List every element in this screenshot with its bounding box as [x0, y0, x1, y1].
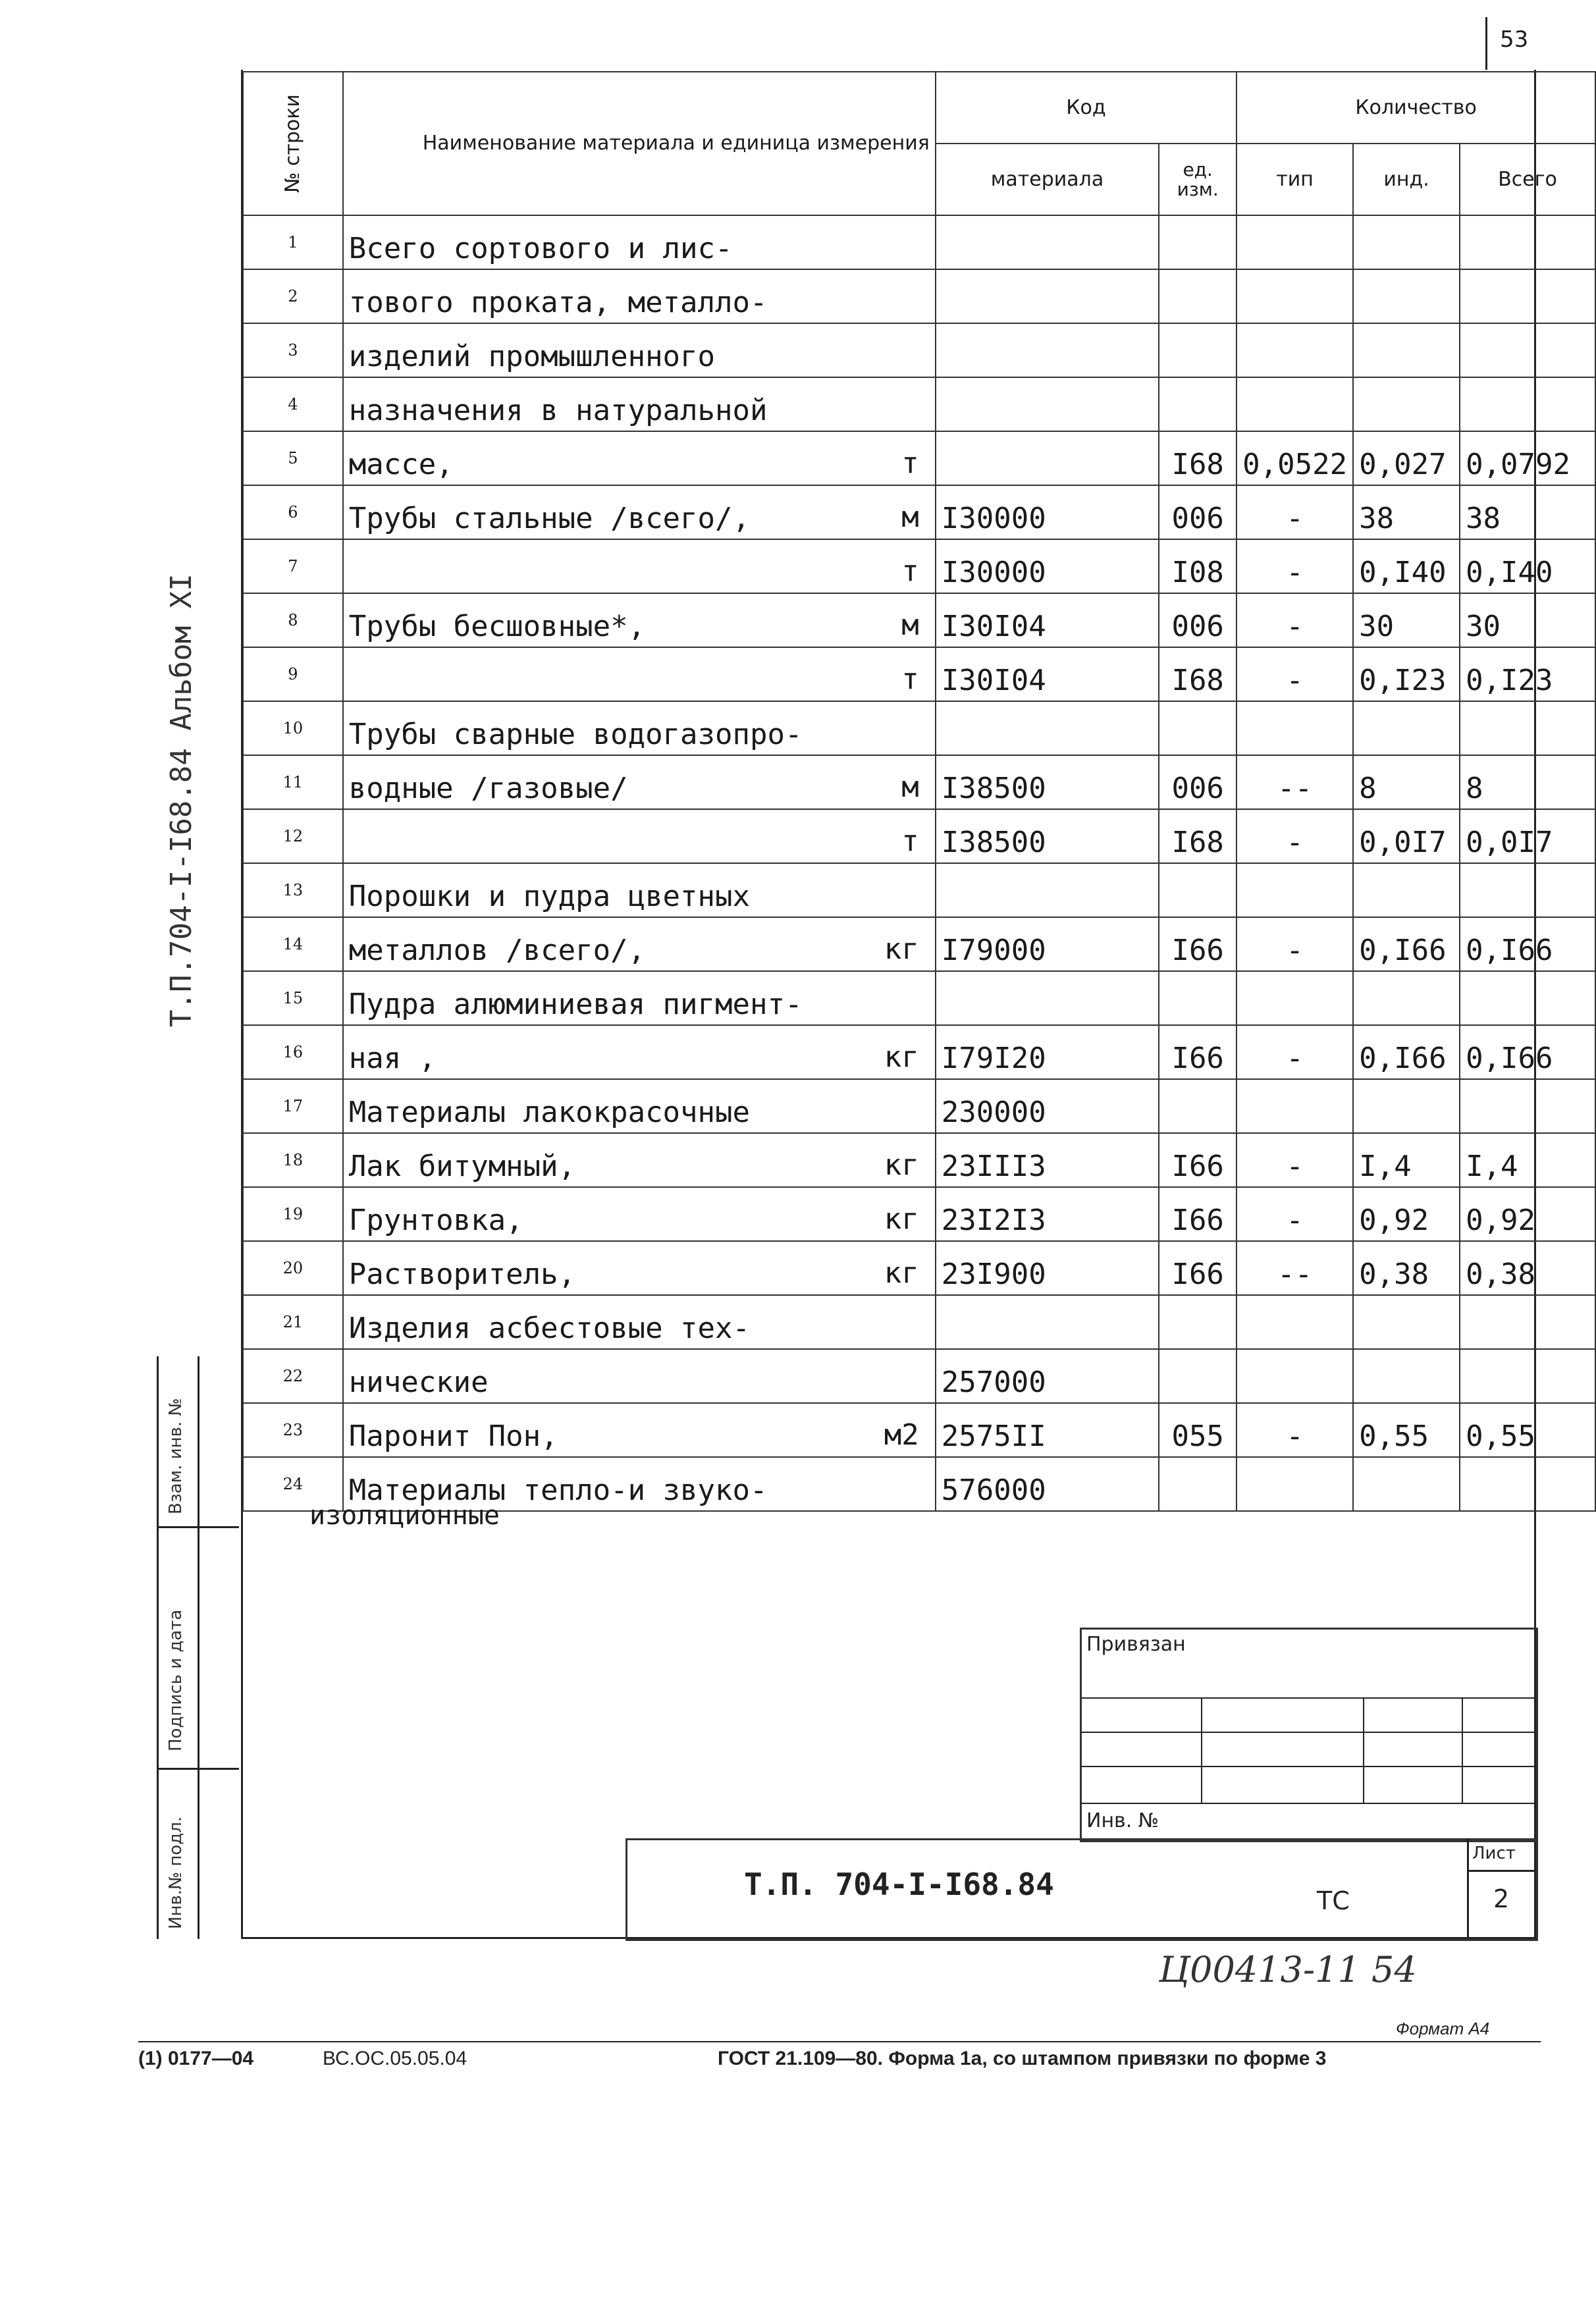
- cell-typ: -: [1237, 1187, 1353, 1241]
- material-name-text: Трубы стальные /всего/,: [348, 502, 751, 535]
- material-name-text: Трубы сварные водогазопро-: [348, 718, 803, 751]
- cell-ind: [1353, 863, 1460, 917]
- material-name-cell: [343, 1403, 936, 1457]
- cell-total: [1460, 323, 1595, 377]
- material-name-text: водные /газовые/: [348, 772, 628, 805]
- table-row: [243, 323, 1595, 377]
- row-number-cell: 12: [243, 809, 343, 863]
- footer-left-code: (1) 0177—04: [138, 2048, 254, 2069]
- material-name-cell: [343, 1079, 936, 1133]
- cell-ind: [1353, 323, 1460, 377]
- cell-typ: -: [1237, 539, 1353, 593]
- cell-ed: I66: [1159, 1025, 1237, 1079]
- table-row: [243, 1025, 1595, 1079]
- cell-ed: [1159, 863, 1237, 917]
- material-name-cell: [343, 863, 936, 917]
- cell-ind: 0,I66: [1353, 1025, 1460, 1079]
- code-group-header: Код: [936, 72, 1237, 144]
- material-name-text: Лак битумный,: [348, 1150, 576, 1183]
- cell-ind: 0,38: [1353, 1241, 1460, 1295]
- cell-typ: [1237, 701, 1353, 755]
- qty-ind-header: инд.: [1353, 144, 1460, 215]
- cell-code: 230000: [936, 1079, 1159, 1133]
- cell-typ: [1237, 863, 1353, 917]
- material-unit-text: т: [901, 446, 919, 480]
- cell-ed: I66: [1159, 1133, 1237, 1187]
- cell-ed: [1159, 971, 1237, 1025]
- cell-code: [936, 269, 1159, 323]
- row-number-cell: 8: [243, 593, 343, 647]
- overflow-name-text: изоляционные: [309, 1501, 500, 1531]
- cell-ind: [1353, 269, 1460, 323]
- privyazan-col-1: [1201, 1699, 1202, 1804]
- materials-table-body: [243, 215, 1595, 1511]
- material-name-cell: [343, 323, 936, 377]
- material-name-cell: [343, 593, 936, 647]
- unit-code-header: ед. изм.: [1159, 144, 1237, 215]
- cell-total: 0,0792: [1460, 431, 1595, 485]
- cell-ind: 8: [1353, 755, 1460, 809]
- table-row: [243, 1133, 1595, 1187]
- row-number-cell: 11: [243, 755, 343, 809]
- cell-typ: --: [1237, 755, 1353, 809]
- cell-ed: [1159, 215, 1237, 269]
- binding-strip-inner: [198, 1356, 200, 1939]
- cell-total: 0,55: [1460, 1403, 1595, 1457]
- material-name-cell: [343, 1349, 936, 1403]
- cell-ed: I68: [1159, 647, 1237, 701]
- cell-total: [1460, 269, 1595, 323]
- row-number-cell: 2: [243, 269, 343, 323]
- material-name-text: Трубы бесшовные*,: [348, 610, 646, 643]
- cell-code: [936, 323, 1159, 377]
- inv-no-label: Инв. №: [1086, 1809, 1159, 1832]
- material-name-cell: [343, 1025, 936, 1079]
- row-number-cell: 13: [243, 863, 343, 917]
- row-number-cell: 22: [243, 1349, 343, 1403]
- cell-typ: -: [1237, 917, 1353, 971]
- cell-ed: 006: [1159, 593, 1237, 647]
- material-name-text: массе,: [348, 448, 454, 481]
- cell-code: 23III3: [936, 1133, 1159, 1187]
- cell-code: I38500: [936, 809, 1159, 863]
- cell-ind: 0,I23: [1353, 647, 1460, 701]
- material-name-cell: [343, 1241, 936, 1295]
- cell-code: I38500: [936, 755, 1159, 809]
- binding-strip-divider-2: [157, 1768, 239, 1770]
- cell-ed: [1159, 269, 1237, 323]
- cell-code: 23I2I3: [936, 1187, 1159, 1241]
- cell-total: I,4: [1460, 1133, 1595, 1187]
- row-number-cell: 6: [243, 485, 343, 539]
- cell-ind: [1353, 215, 1460, 269]
- material-name-text: назначения в натуральной: [348, 394, 768, 427]
- cell-typ: -: [1237, 1403, 1353, 1457]
- cell-code: I30I04: [936, 593, 1159, 647]
- row-number-cell: 4: [243, 377, 343, 431]
- material-name-text: Всего сортового и лис-: [348, 232, 733, 265]
- privyazan-line-2: [1081, 1732, 1534, 1733]
- cell-total: 0,I23: [1460, 647, 1595, 701]
- material-name-text: тового проката, металло-: [348, 286, 768, 319]
- row-number-cell: 9: [243, 647, 343, 701]
- privyazan-line-3: [1081, 1766, 1534, 1767]
- album-side-title: Т.П.704-I-I68.84 Альбом XI: [165, 573, 198, 1027]
- material-code-header: материала: [936, 144, 1159, 215]
- cell-code: [936, 377, 1159, 431]
- row-number-cell: 1: [243, 215, 343, 269]
- sheet-number: 2: [1493, 1884, 1510, 1913]
- cell-total: 0,I40: [1460, 539, 1595, 593]
- material-name-text: Паронит Пон,: [348, 1420, 558, 1453]
- cell-total: 0,92: [1460, 1187, 1595, 1241]
- footer-rule: [138, 2041, 1541, 2042]
- material-unit-text: м2: [884, 1418, 919, 1452]
- cell-typ: [1237, 1349, 1353, 1403]
- material-unit-text: т: [901, 824, 919, 858]
- row-number-cell: 10: [243, 701, 343, 755]
- row-number-cell: 7: [243, 539, 343, 593]
- cell-code: [936, 863, 1159, 917]
- cell-ind: [1353, 1457, 1460, 1511]
- table-row: [243, 971, 1595, 1025]
- qty-group-header: Количество: [1237, 72, 1595, 144]
- cell-ind: 0,55: [1353, 1403, 1460, 1457]
- cell-ind: [1353, 1349, 1460, 1403]
- cell-ed: [1159, 701, 1237, 755]
- cell-ed: 055: [1159, 1403, 1237, 1457]
- side-label-vzam: Взам. инв. №: [166, 1398, 186, 1514]
- cell-ind: 38: [1353, 485, 1460, 539]
- table-row: [243, 1187, 1595, 1241]
- material-unit-text: кг: [884, 932, 919, 966]
- material-name-text: Материалы тепло-и звуко-: [348, 1474, 768, 1507]
- table-row: [243, 539, 1595, 593]
- material-name-cell: [343, 215, 936, 269]
- handwritten-note: Ц00413-11 54: [1159, 1949, 1417, 1990]
- cell-ed: I66: [1159, 917, 1237, 971]
- privyazan-col-3: [1462, 1699, 1463, 1804]
- table-row: [243, 1295, 1595, 1349]
- row-number-cell: 19: [243, 1187, 343, 1241]
- qty-typ-header: тип: [1237, 144, 1353, 215]
- material-name-text: Порошки и пудра цветных: [348, 880, 751, 913]
- cell-total: [1460, 1349, 1595, 1403]
- cell-ind: 0,I40: [1353, 539, 1460, 593]
- title-block-sheet-line: [1468, 1870, 1534, 1872]
- table-row: [243, 1349, 1595, 1403]
- material-name-text: металлов /всего/,: [348, 934, 646, 967]
- cell-total: 30: [1460, 593, 1595, 647]
- material-name-cell: [343, 377, 936, 431]
- material-unit-text: т: [901, 554, 919, 588]
- cell-typ: [1237, 1457, 1353, 1511]
- table-row: [243, 755, 1595, 809]
- table-row: [243, 863, 1595, 917]
- material-name-text: нические: [348, 1366, 489, 1399]
- cell-ind: [1353, 971, 1460, 1025]
- materials-table: [242, 71, 1596, 1512]
- side-label-inv-podl: Инв.№ подл.: [166, 1816, 186, 1929]
- table-row: [243, 1241, 1595, 1295]
- material-name-text: ная ,: [348, 1042, 437, 1075]
- row-number-cell: 16: [243, 1025, 343, 1079]
- cell-ind: 30: [1353, 593, 1460, 647]
- row-number-cell: 5: [243, 431, 343, 485]
- name-header: [343, 72, 936, 215]
- cell-ed: [1159, 1295, 1237, 1349]
- cell-total: [1460, 863, 1595, 917]
- cell-code: I79I20: [936, 1025, 1159, 1079]
- privyazan-col-2: [1363, 1699, 1364, 1804]
- cell-total: 38: [1460, 485, 1595, 539]
- cell-typ: [1237, 323, 1353, 377]
- row-number-cell: 23: [243, 1403, 343, 1457]
- row-number-cell: 20: [243, 1241, 343, 1295]
- binding-strip-divider-1: [157, 1526, 239, 1528]
- cell-ed: [1159, 323, 1237, 377]
- cell-typ: [1237, 215, 1353, 269]
- sheet-label: Лист: [1472, 1844, 1516, 1863]
- row-number-header-text: № строки: [280, 94, 304, 193]
- material-name-cell: [343, 431, 936, 485]
- privyazan-line-1: [1081, 1697, 1534, 1699]
- row-number-cell: 17: [243, 1079, 343, 1133]
- cell-ed: I08: [1159, 539, 1237, 593]
- material-name-text: Растворитель,: [348, 1258, 576, 1291]
- material-name-text: изделий промышленного: [348, 340, 716, 373]
- material-unit-text: кг: [884, 1202, 919, 1236]
- cell-code: [936, 431, 1159, 485]
- cell-total: [1460, 1295, 1595, 1349]
- row-number-cell: 3: [243, 323, 343, 377]
- cell-ed: [1159, 377, 1237, 431]
- material-unit-text: м: [901, 608, 919, 642]
- cell-code: 23I900: [936, 1241, 1159, 1295]
- cell-total: [1460, 701, 1595, 755]
- row-number-cell: 24: [243, 1457, 343, 1511]
- material-unit-text: кг: [884, 1040, 919, 1074]
- cell-ind: 0,0I7: [1353, 809, 1460, 863]
- cell-ed: 006: [1159, 485, 1237, 539]
- cell-typ: [1237, 1295, 1353, 1349]
- table-row: [243, 1079, 1595, 1133]
- cell-total: [1460, 377, 1595, 431]
- privyazan-label: Привязан: [1086, 1633, 1186, 1656]
- cell-ed: I68: [1159, 809, 1237, 863]
- material-name-cell: [343, 971, 936, 1025]
- material-unit-text: т: [901, 662, 919, 696]
- row-number-cell: 14: [243, 917, 343, 971]
- privyazan-line-4: [1081, 1803, 1534, 1804]
- cell-typ: [1237, 269, 1353, 323]
- cell-ind: [1353, 701, 1460, 755]
- cell-typ: -: [1237, 809, 1353, 863]
- table-row: [243, 431, 1595, 485]
- cell-typ: -: [1237, 485, 1353, 539]
- cell-typ: -: [1237, 1025, 1353, 1079]
- cell-code: [936, 971, 1159, 1025]
- cell-ed: [1159, 1349, 1237, 1403]
- title-block-sheet-divider: [1467, 1838, 1469, 1937]
- cell-code: I30000: [936, 485, 1159, 539]
- footer-gost: ГОСТ 21.109—80. Форма 1а, со штампом привязки по форме 3: [718, 2048, 1327, 2069]
- table-row: [243, 1403, 1595, 1457]
- cell-total: [1460, 971, 1595, 1025]
- cell-total: [1460, 1079, 1595, 1133]
- cell-code: [936, 215, 1159, 269]
- material-name-cell: [343, 269, 936, 323]
- table-row: [243, 647, 1595, 701]
- cell-ind: 0,I66: [1353, 917, 1460, 971]
- document-mark: ТС: [1317, 1886, 1350, 1915]
- material-name-text: Материалы лакокрасочные: [348, 1096, 751, 1129]
- cell-code: [936, 701, 1159, 755]
- material-name-cell: [343, 539, 936, 593]
- material-name-cell: [343, 809, 936, 863]
- material-name-cell: [343, 1295, 936, 1349]
- cell-ed: 006: [1159, 755, 1237, 809]
- cell-typ: -: [1237, 1133, 1353, 1187]
- material-name-cell: [343, 917, 936, 971]
- cell-code: [936, 1295, 1159, 1349]
- row-number-header: [243, 72, 343, 215]
- material-name-text: Грунтовка,: [348, 1204, 523, 1237]
- qty-total-header: Всего: [1460, 144, 1595, 215]
- material-name-text: Пудра алюминиевая пигмент-: [348, 988, 803, 1021]
- binding-strip-left: [157, 1356, 159, 1939]
- document-code: Т.П. 704-I-I68.84: [744, 1867, 1054, 1902]
- cell-typ: -: [1237, 593, 1353, 647]
- cell-ed: [1159, 1457, 1237, 1511]
- cell-ed: I66: [1159, 1187, 1237, 1241]
- cell-total: 0,I66: [1460, 1025, 1595, 1079]
- table-row: [243, 809, 1595, 863]
- cell-total: [1460, 215, 1595, 269]
- material-name-cell: [343, 701, 936, 755]
- row-number-cell: 21: [243, 1295, 343, 1349]
- table-row: [243, 269, 1595, 323]
- format-label: Формат А4: [1396, 2019, 1490, 2038]
- cell-total: 8: [1460, 755, 1595, 809]
- cell-code: I30I04: [936, 647, 1159, 701]
- cell-typ: 0,0522: [1237, 431, 1353, 485]
- material-unit-text: кг: [884, 1256, 919, 1290]
- footer-left-ref: ВС.ОС.05.05.04: [323, 2048, 467, 2069]
- cell-code: I79000: [936, 917, 1159, 971]
- cell-ind: [1353, 1295, 1460, 1349]
- cell-ind: [1353, 377, 1460, 431]
- name-header-text: Наименование материала и единица измерения: [422, 132, 930, 155]
- cell-ed: I68: [1159, 431, 1237, 485]
- cell-code: 2575II: [936, 1403, 1159, 1457]
- material-name-text: Изделия асбестовые тех-: [348, 1312, 751, 1345]
- material-name-cell: [343, 1133, 936, 1187]
- material-name-cell: [343, 485, 936, 539]
- cell-total: 0,0I7: [1460, 809, 1595, 863]
- cell-ind: 0,027: [1353, 431, 1460, 485]
- cell-ed: [1159, 1079, 1237, 1133]
- cell-typ: -: [1237, 647, 1353, 701]
- material-name-cell: [343, 647, 936, 701]
- table-row: [243, 485, 1595, 539]
- material-unit-text: м: [901, 500, 919, 534]
- material-unit-text: м: [901, 770, 919, 804]
- cell-typ: [1237, 377, 1353, 431]
- table-row: [243, 593, 1595, 647]
- cell-ed: I66: [1159, 1241, 1237, 1295]
- cell-ind: I,4: [1353, 1133, 1460, 1187]
- table-header-row-1: [243, 72, 1595, 144]
- row-number-cell: 15: [243, 971, 343, 1025]
- cell-total: [1460, 1457, 1595, 1511]
- material-unit-text: кг: [884, 1148, 919, 1182]
- cell-code: I30000: [936, 539, 1159, 593]
- cell-typ: --: [1237, 1241, 1353, 1295]
- cell-code: 576000: [936, 1457, 1159, 1511]
- table-row: [243, 917, 1595, 971]
- table-row: [243, 215, 1595, 269]
- row-number-cell: 18: [243, 1133, 343, 1187]
- page-number-divider: [1485, 17, 1487, 70]
- cell-typ: [1237, 971, 1353, 1025]
- table-row: [243, 701, 1595, 755]
- cell-total: 0,38: [1460, 1241, 1595, 1295]
- material-name-cell: [343, 755, 936, 809]
- cell-total: 0,I66: [1460, 917, 1595, 971]
- cell-ind: [1353, 1079, 1460, 1133]
- page-number: 53: [1500, 26, 1529, 53]
- cell-code: 257000: [936, 1349, 1159, 1403]
- side-label-podpis: Подпись и дата: [166, 1609, 186, 1751]
- table-row: [243, 377, 1595, 431]
- material-name-cell: [343, 1187, 936, 1241]
- cell-ind: 0,92: [1353, 1187, 1460, 1241]
- cell-typ: [1237, 1079, 1353, 1133]
